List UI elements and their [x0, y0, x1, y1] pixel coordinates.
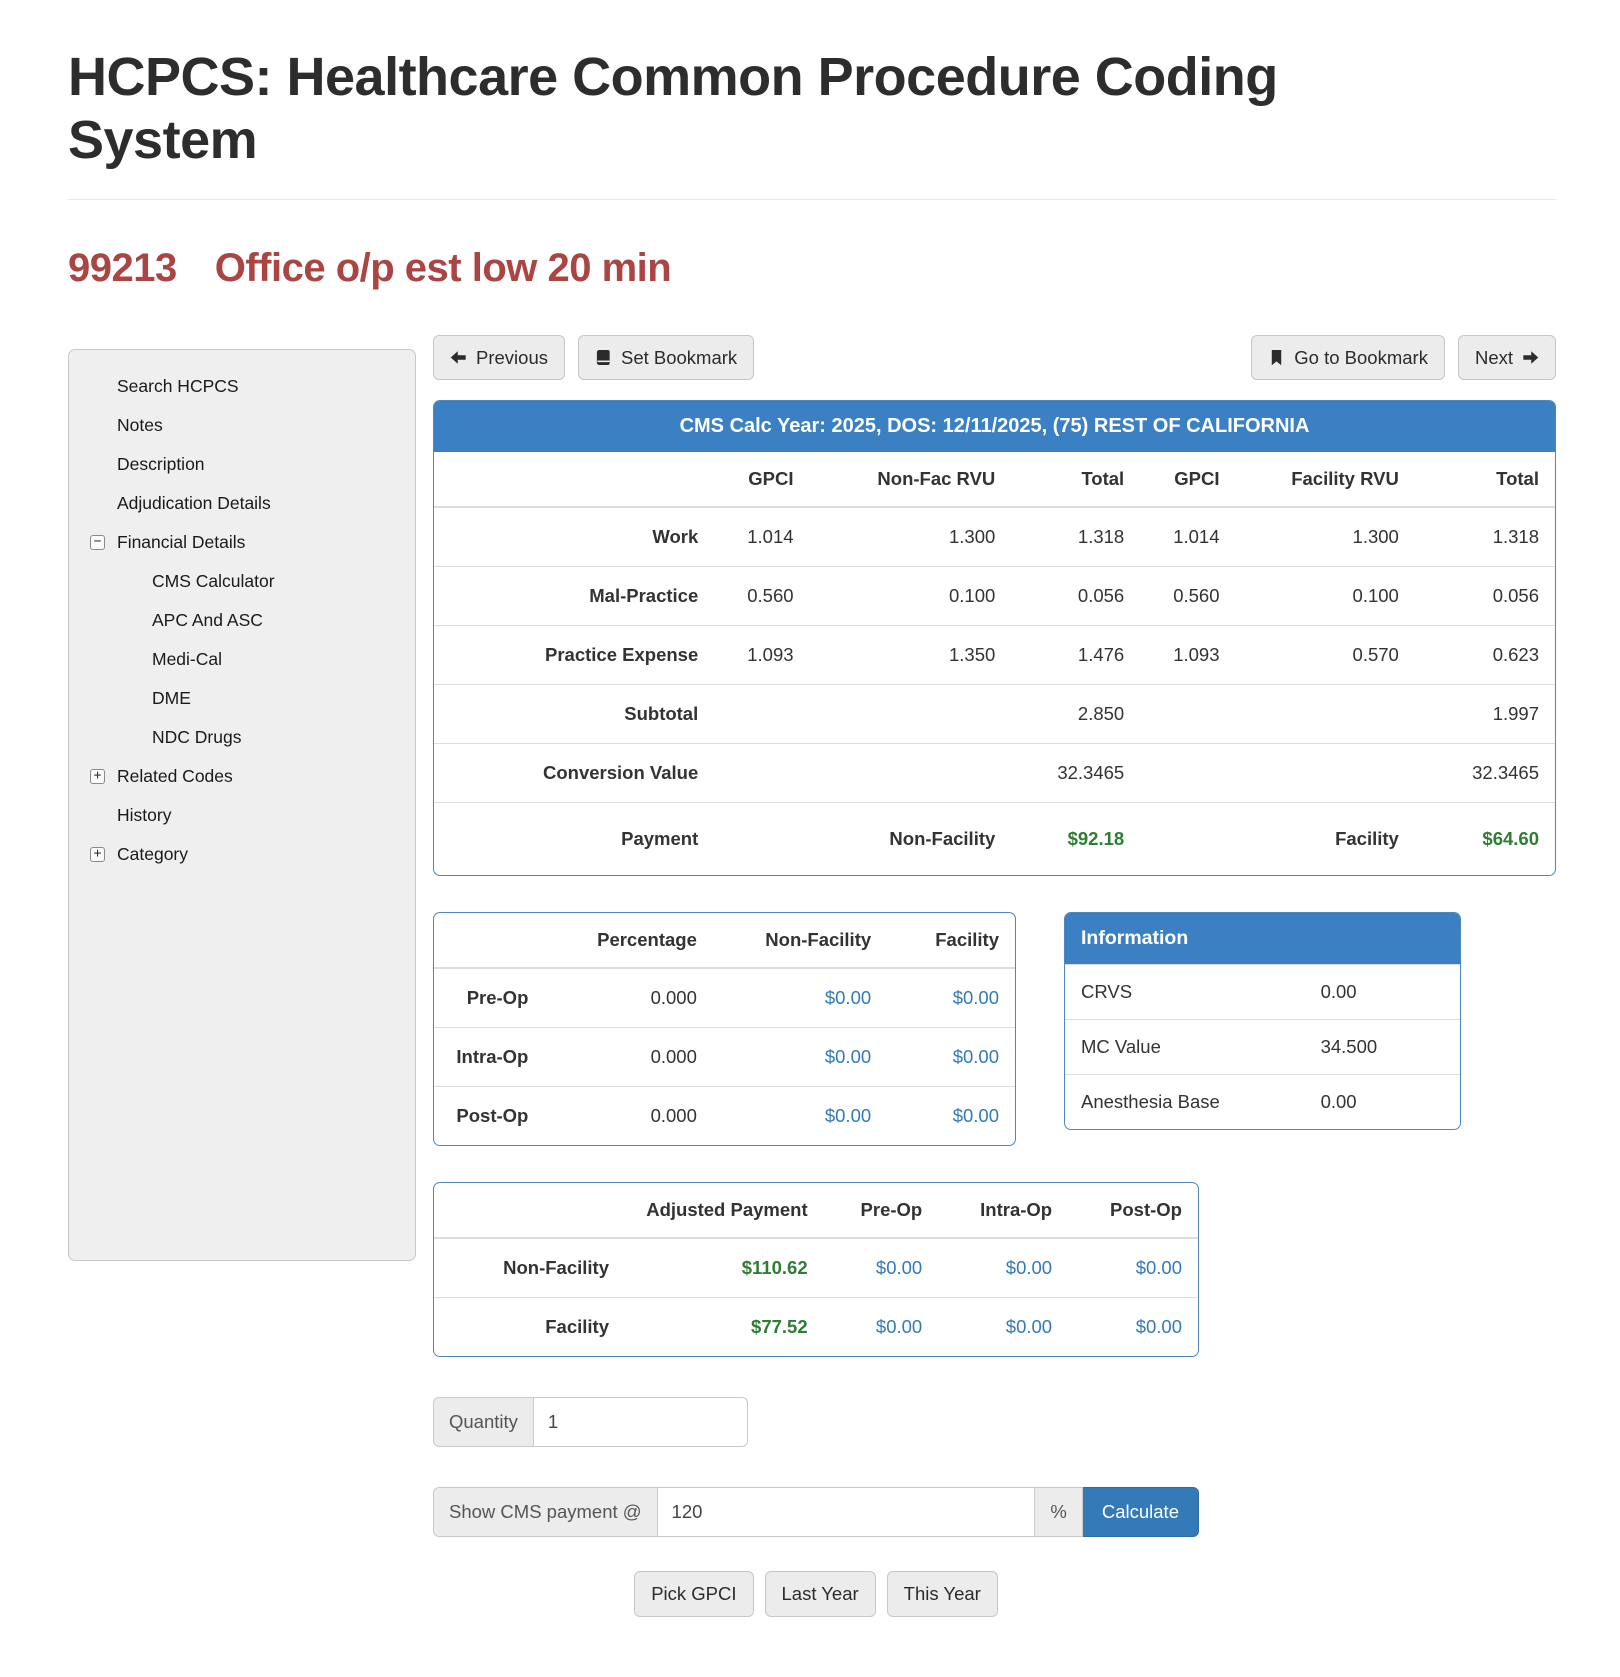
table-row-subtotal — [434, 685, 1555, 744]
calculate-button[interactable]: Calculate — [1083, 1487, 1199, 1537]
practice-expense-gpci-2: 1.093 — [1140, 626, 1235, 685]
anesthesia-base-value: 0.00 — [1320, 1091, 1357, 1113]
col-post-op: Post-Op — [1068, 1183, 1198, 1238]
conversion-empty-2 — [810, 744, 1012, 803]
payment-facility-label: Facility — [1235, 803, 1414, 876]
col-total-1: Total — [1011, 452, 1140, 507]
table-row-intra-op — [434, 1028, 1015, 1087]
row-label: Subtotal — [434, 685, 714, 744]
table-row-conversion-value — [434, 744, 1555, 803]
sidebar-item-label: Category — [117, 844, 189, 865]
cms-payment-group — [433, 1487, 1199, 1537]
payment-empty-1 — [714, 803, 809, 876]
subtotal-total-1: 2.850 — [1011, 685, 1140, 744]
sidebar-item-label: Financial Details — [117, 532, 246, 553]
table-row-adjusted-facility — [434, 1298, 1198, 1357]
info-row-mc-value — [1065, 1019, 1460, 1074]
code-heading — [68, 246, 1556, 291]
sidebar-item-label: Description — [117, 454, 205, 475]
col-intra-op: Intra-Op — [938, 1183, 1068, 1238]
bookmark-icon — [1268, 349, 1285, 366]
hcpcs-code: 99213 — [68, 246, 177, 291]
post-op-facility-amount[interactable]: $0.00 — [887, 1087, 1015, 1146]
conversion-total-2: 32.3465 — [1415, 744, 1555, 803]
book-icon — [595, 349, 612, 366]
expand-plus-icon[interactable]: + — [90, 847, 105, 862]
sidebar-item-label: Adjudication Details — [117, 493, 271, 514]
sidebar-item-medi-cal[interactable] — [69, 640, 415, 679]
payment-facility-amount: $64.60 — [1415, 803, 1555, 876]
malpractice-fac-rvu: 0.100 — [1235, 567, 1414, 626]
crvs-value: 0.00 — [1320, 981, 1357, 1003]
crvs-label: CRVS — [1081, 981, 1133, 1003]
cms-calc-table — [434, 452, 1555, 875]
sidebar-item-label: Related Codes — [117, 766, 233, 787]
nonfacility-adjusted-amount: $110.62 — [741, 1257, 808, 1279]
cms-calc-panel — [433, 400, 1556, 876]
sidebar-item-category[interactable] — [69, 835, 415, 874]
sidebar-item-notes[interactable] — [69, 406, 415, 445]
practice-expense-gpci-1: 1.093 — [714, 626, 809, 685]
empty-header-cell — [434, 913, 544, 968]
work-gpci-2: 1.014 — [1173, 526, 1220, 548]
sidebar-item-apc-and-asc[interactable] — [69, 601, 415, 640]
this-year-button[interactable]: This Year — [887, 1571, 998, 1617]
percentage-panel — [433, 912, 1016, 1146]
col-facility: Facility — [887, 913, 1015, 968]
collapse-minus-icon[interactable]: − — [90, 535, 105, 550]
nonfacility-post-op-amount[interactable]: $0.00 — [1135, 1257, 1182, 1279]
page-title: HCPCS: Healthcare Common Procedure Coding System — [68, 47, 1278, 171]
malpractice-total-2: 0.056 — [1415, 567, 1555, 626]
sidebar-item-label: NDC Drugs — [152, 727, 242, 748]
pre-op-facility-amount[interactable]: $0.00 — [952, 987, 999, 1009]
subtotal-total-2: 1.997 — [1415, 685, 1555, 744]
next-button[interactable] — [1458, 335, 1556, 380]
row-label: Practice Expense — [434, 626, 714, 685]
sidebar-item-financial-details[interactable] — [69, 523, 415, 562]
sidebar-item-adjudication-details[interactable] — [69, 484, 415, 523]
row-label: Conversion Value — [434, 744, 714, 803]
col-nonfac-rvu: Non-Fac RVU — [810, 452, 1012, 507]
main-column — [433, 335, 1556, 1617]
conversion-empty-4 — [1235, 744, 1414, 803]
sidebar-item-history[interactable] — [69, 796, 415, 835]
toolbar — [433, 335, 1556, 380]
cms-calc-heading: CMS Calc Year: 2025, DOS: 12/11/2025, (75) REST OF CALIFORNIA — [434, 401, 1555, 452]
sidebar-item-dme[interactable] — [69, 679, 415, 718]
percentage-table — [434, 913, 1015, 1145]
information-panel — [1064, 912, 1461, 1130]
table-row-post-op — [434, 1087, 1015, 1146]
anesthesia-base-label: Anesthesia Base — [1081, 1091, 1220, 1113]
intra-op-percentage: 0.000 — [544, 1028, 712, 1087]
bottom-controls — [433, 1397, 1199, 1617]
intra-op-nonfacility-amount[interactable]: $0.00 — [713, 1028, 887, 1087]
table-row-payment — [434, 803, 1555, 876]
content-layout — [68, 335, 1556, 1617]
row-label: Non-Facility — [503, 1257, 609, 1279]
arrow-left-icon — [450, 349, 467, 366]
sidebar-item-cms-calculator[interactable] — [69, 562, 415, 601]
sidebar-item-label: APC And ASC — [152, 610, 263, 631]
quantity-label: Quantity — [433, 1397, 534, 1447]
work-total-1: 1.318 — [1077, 526, 1125, 548]
row-label: Intra-Op — [434, 1028, 544, 1087]
mc-value-value: 34.500 — [1320, 1036, 1378, 1058]
information-heading: Information — [1065, 913, 1460, 964]
sidebar-item-search-hcpcs[interactable] — [69, 367, 415, 406]
row-label: Payment — [434, 803, 714, 876]
post-op-percentage: 0.000 — [544, 1087, 712, 1146]
adjusted-payment-table — [434, 1183, 1198, 1356]
facility-pre-op-amount[interactable]: $0.00 — [824, 1298, 939, 1357]
subtotal-empty-2 — [810, 685, 1012, 744]
subtotal-empty-3 — [1140, 685, 1235, 744]
mc-value-label: MC Value — [1081, 1036, 1161, 1058]
work-nonfac-rvu: 1.300 — [949, 526, 996, 548]
subtotal-empty-1 — [714, 685, 809, 744]
table-row-work — [434, 507, 1555, 567]
table-row-adjusted-non-facility — [434, 1238, 1198, 1298]
col-adjusted-payment: Adjusted Payment — [625, 1183, 824, 1238]
adjusted-payment-panel — [433, 1182, 1199, 1357]
malpractice-nonfac-rvu: 0.100 — [810, 567, 1012, 626]
previous-label: Previous — [476, 346, 548, 368]
facility-intra-op-amount[interactable]: $0.00 — [938, 1298, 1068, 1357]
malpractice-gpci-1: 0.560 — [714, 567, 809, 626]
info-row-crvs — [1065, 964, 1460, 1019]
pre-op-nonfacility-amount[interactable]: $0.00 — [824, 987, 872, 1009]
row-label: Post-Op — [434, 1087, 544, 1146]
practice-expense-total-1: 1.476 — [1011, 626, 1140, 685]
next-label: Next — [1474, 346, 1513, 368]
info-row-anesthesia-base — [1065, 1074, 1460, 1129]
sidebar-item-label: CMS Calculator — [152, 571, 275, 592]
sidebar-item-label: Notes — [117, 415, 163, 436]
pre-op-percentage: 0.000 — [650, 987, 697, 1009]
set-bookmark-button[interactable] — [578, 335, 754, 380]
percent-unit-label: % — [1035, 1487, 1082, 1537]
col-total-2: Total — [1415, 452, 1555, 507]
sidebar-item-label: DME — [152, 688, 191, 709]
quantity-input[interactable] — [534, 1397, 748, 1447]
col-gpci-1: GPCI — [714, 452, 809, 507]
nonfacility-intra-op-amount[interactable]: $0.00 — [1005, 1257, 1053, 1279]
payment-nonfacility-label: Non-Facility — [810, 803, 1012, 876]
sidebar-item-label: Search HCPCS — [117, 376, 239, 397]
facility-post-op-amount[interactable]: $0.00 — [1068, 1298, 1198, 1357]
go-to-bookmark-label: Go to Bookmark — [1294, 346, 1428, 368]
intra-op-facility-amount[interactable]: $0.00 — [887, 1028, 1015, 1087]
col-percentage: Percentage — [544, 913, 712, 968]
empty-header-cell — [434, 452, 714, 507]
sidebar-item-description[interactable] — [69, 445, 415, 484]
practice-expense-fac-rvu: 0.570 — [1235, 626, 1414, 685]
table-row-mal-practice — [434, 567, 1555, 626]
practice-expense-nonfac-rvu: 1.350 — [810, 626, 1012, 685]
sidebar-item-related-codes[interactable] — [69, 757, 415, 796]
payment-nonfacility-amount: $92.18 — [1011, 803, 1140, 876]
cms-payment-label: Show CMS payment @ — [433, 1487, 658, 1537]
cms-header-row — [434, 452, 1555, 507]
table-row-practice-expense — [434, 626, 1555, 685]
empty-header-cell — [434, 1183, 625, 1238]
sidebar-item-ndc-drugs[interactable] — [69, 718, 415, 757]
row-label: Work — [652, 526, 699, 548]
previous-button[interactable] — [433, 335, 565, 380]
conversion-empty-1 — [714, 744, 809, 803]
table-row-pre-op — [434, 968, 1015, 1028]
go-to-bookmark-button[interactable] — [1251, 335, 1445, 380]
quantity-group — [433, 1397, 748, 1447]
row-label: Pre-Op — [466, 987, 529, 1009]
sidebar-item-label: History — [117, 805, 172, 826]
pick-gpci-button[interactable]: Pick GPCI — [634, 1571, 753, 1617]
conversion-total-1: 32.3465 — [1011, 744, 1140, 803]
payment-empty-2 — [1140, 803, 1235, 876]
col-non-facility: Non-Facility — [713, 913, 887, 968]
subtotal-empty-4 — [1235, 685, 1414, 744]
post-op-nonfacility-amount[interactable]: $0.00 — [713, 1087, 887, 1146]
work-gpci-1: 1.014 — [747, 526, 794, 548]
mid-row — [433, 912, 1556, 1146]
sidebar-nav — [68, 349, 416, 1261]
row-label: Facility — [434, 1298, 625, 1357]
cms-payment-input[interactable] — [658, 1487, 1036, 1537]
nonfacility-pre-op-amount[interactable]: $0.00 — [875, 1257, 923, 1279]
row-label: Mal-Practice — [434, 567, 714, 626]
malpractice-total-1: 0.056 — [1011, 567, 1140, 626]
last-year-button[interactable]: Last Year — [765, 1571, 876, 1617]
title-divider — [68, 199, 1556, 200]
col-pre-op: Pre-Op — [824, 1183, 939, 1238]
malpractice-gpci-2: 0.560 — [1140, 567, 1235, 626]
set-bookmark-label: Set Bookmark — [620, 346, 738, 368]
percentage-header-row — [434, 913, 1015, 968]
toolbar-spacer — [767, 335, 1238, 380]
sidebar-item-label: Medi-Cal — [152, 649, 223, 670]
expand-plus-icon[interactable]: + — [90, 769, 105, 784]
facility-adjusted-amount: $77.52 — [625, 1298, 824, 1357]
arrow-right-icon — [1522, 349, 1539, 366]
col-gpci-2: GPCI — [1140, 452, 1235, 507]
footer-buttons — [433, 1571, 1199, 1617]
practice-expense-total-2: 0.623 — [1415, 626, 1555, 685]
adjusted-header-row — [434, 1183, 1198, 1238]
conversion-empty-3 — [1140, 744, 1235, 803]
hcpcs-code-title: Office o/p est low 20 min — [214, 246, 672, 291]
work-fac-rvu: 1.300 — [1352, 526, 1399, 548]
col-facility-rvu: Facility RVU — [1235, 452, 1414, 507]
work-total-2: 1.318 — [1492, 526, 1539, 548]
